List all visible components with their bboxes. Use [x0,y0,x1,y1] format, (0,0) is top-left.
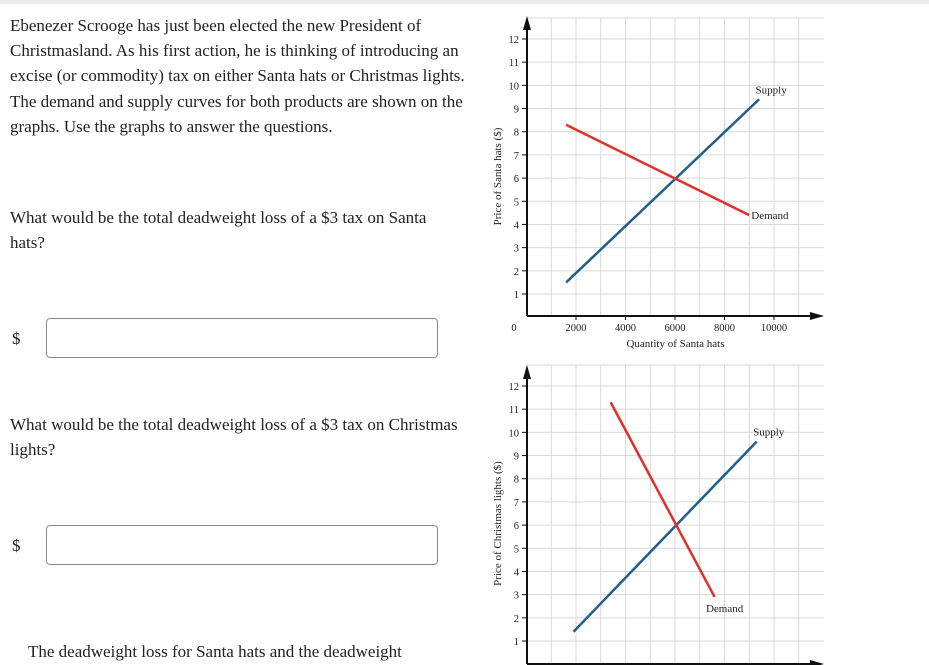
y-tick-label: 6 [513,174,519,186]
y-tick-label: 11 [508,405,519,417]
y-tick-label: 4 [513,220,519,232]
y-tick-label: 8 [513,474,519,486]
y-tick-label: 10 [508,428,519,440]
y-tick-label: 9 [513,451,519,463]
demand-curve [611,402,715,597]
question-2-text: What would be the total deadweight loss of a $3 tax on Christmas lights? [10,415,458,460]
y-tick-label: 3 [513,243,519,255]
x-axis-title: Quantity of Santa hats [626,338,725,350]
y-tick-label: 8 [513,127,519,139]
y-tick-label: 6 [513,521,519,533]
x-tick-label: 6000 [664,323,686,334]
y-tick-label: 3 [513,590,519,602]
y-axis-title: Price of Santa hats ($) [492,127,504,226]
x-tick-label: 4000 [615,323,636,334]
y-tick-label: 11 [508,58,519,70]
y-tick-label: 7 [513,497,519,509]
x-axis-arrow [810,660,824,665]
demand-curve-label: Demand [751,210,789,223]
intro-text: Ebenezer Scrooge has just been elected the new President of Christmasland. As his first action, he is thinking of introducing an excise (or commodity) tax on either Santa hats or Christmas lights. The demand and supply curves for both products are shown on the graphs. Use the graphs to answer the questions. [10,16,465,136]
y-tick-label: 7 [513,150,519,162]
origin-label: 0 [511,323,517,334]
y-tick-label: 1 [513,290,519,301]
trailing-text: The deadweight loss for Santa hats and the deadweight [28,642,402,661]
x-tick-label: 2000 [565,323,587,334]
x-tick-label: 8000 [714,323,735,334]
y-tick-label: 2 [513,266,519,278]
y-tick-label: 12 [508,382,519,393]
y-tick-label: 1 [513,637,519,648]
y-axis-title: Price of Christmas lights ($) [492,461,504,586]
x-tick-label: 10000 [760,323,788,334]
y-tick-label: 12 [508,35,519,46]
y-tick-label: 5 [513,197,519,209]
question-1-text: What would be the total deadweight loss of a $3 tax on Santa hats? [10,208,427,253]
y-tick-label: 4 [513,567,519,579]
currency-symbol: $ [12,536,21,555]
supply-curve-label: Supply [753,426,785,439]
y-tick-label: 9 [513,104,519,116]
y-tick-label: 5 [513,544,519,556]
y-axis-arrow [523,365,531,379]
supply-curve-label: Supply [755,84,787,97]
currency-symbol: $ [12,329,21,348]
y-tick-label: 2 [513,613,519,625]
y-tick-label: 10 [508,81,519,93]
demand-curve-label: Demand [705,602,744,615]
